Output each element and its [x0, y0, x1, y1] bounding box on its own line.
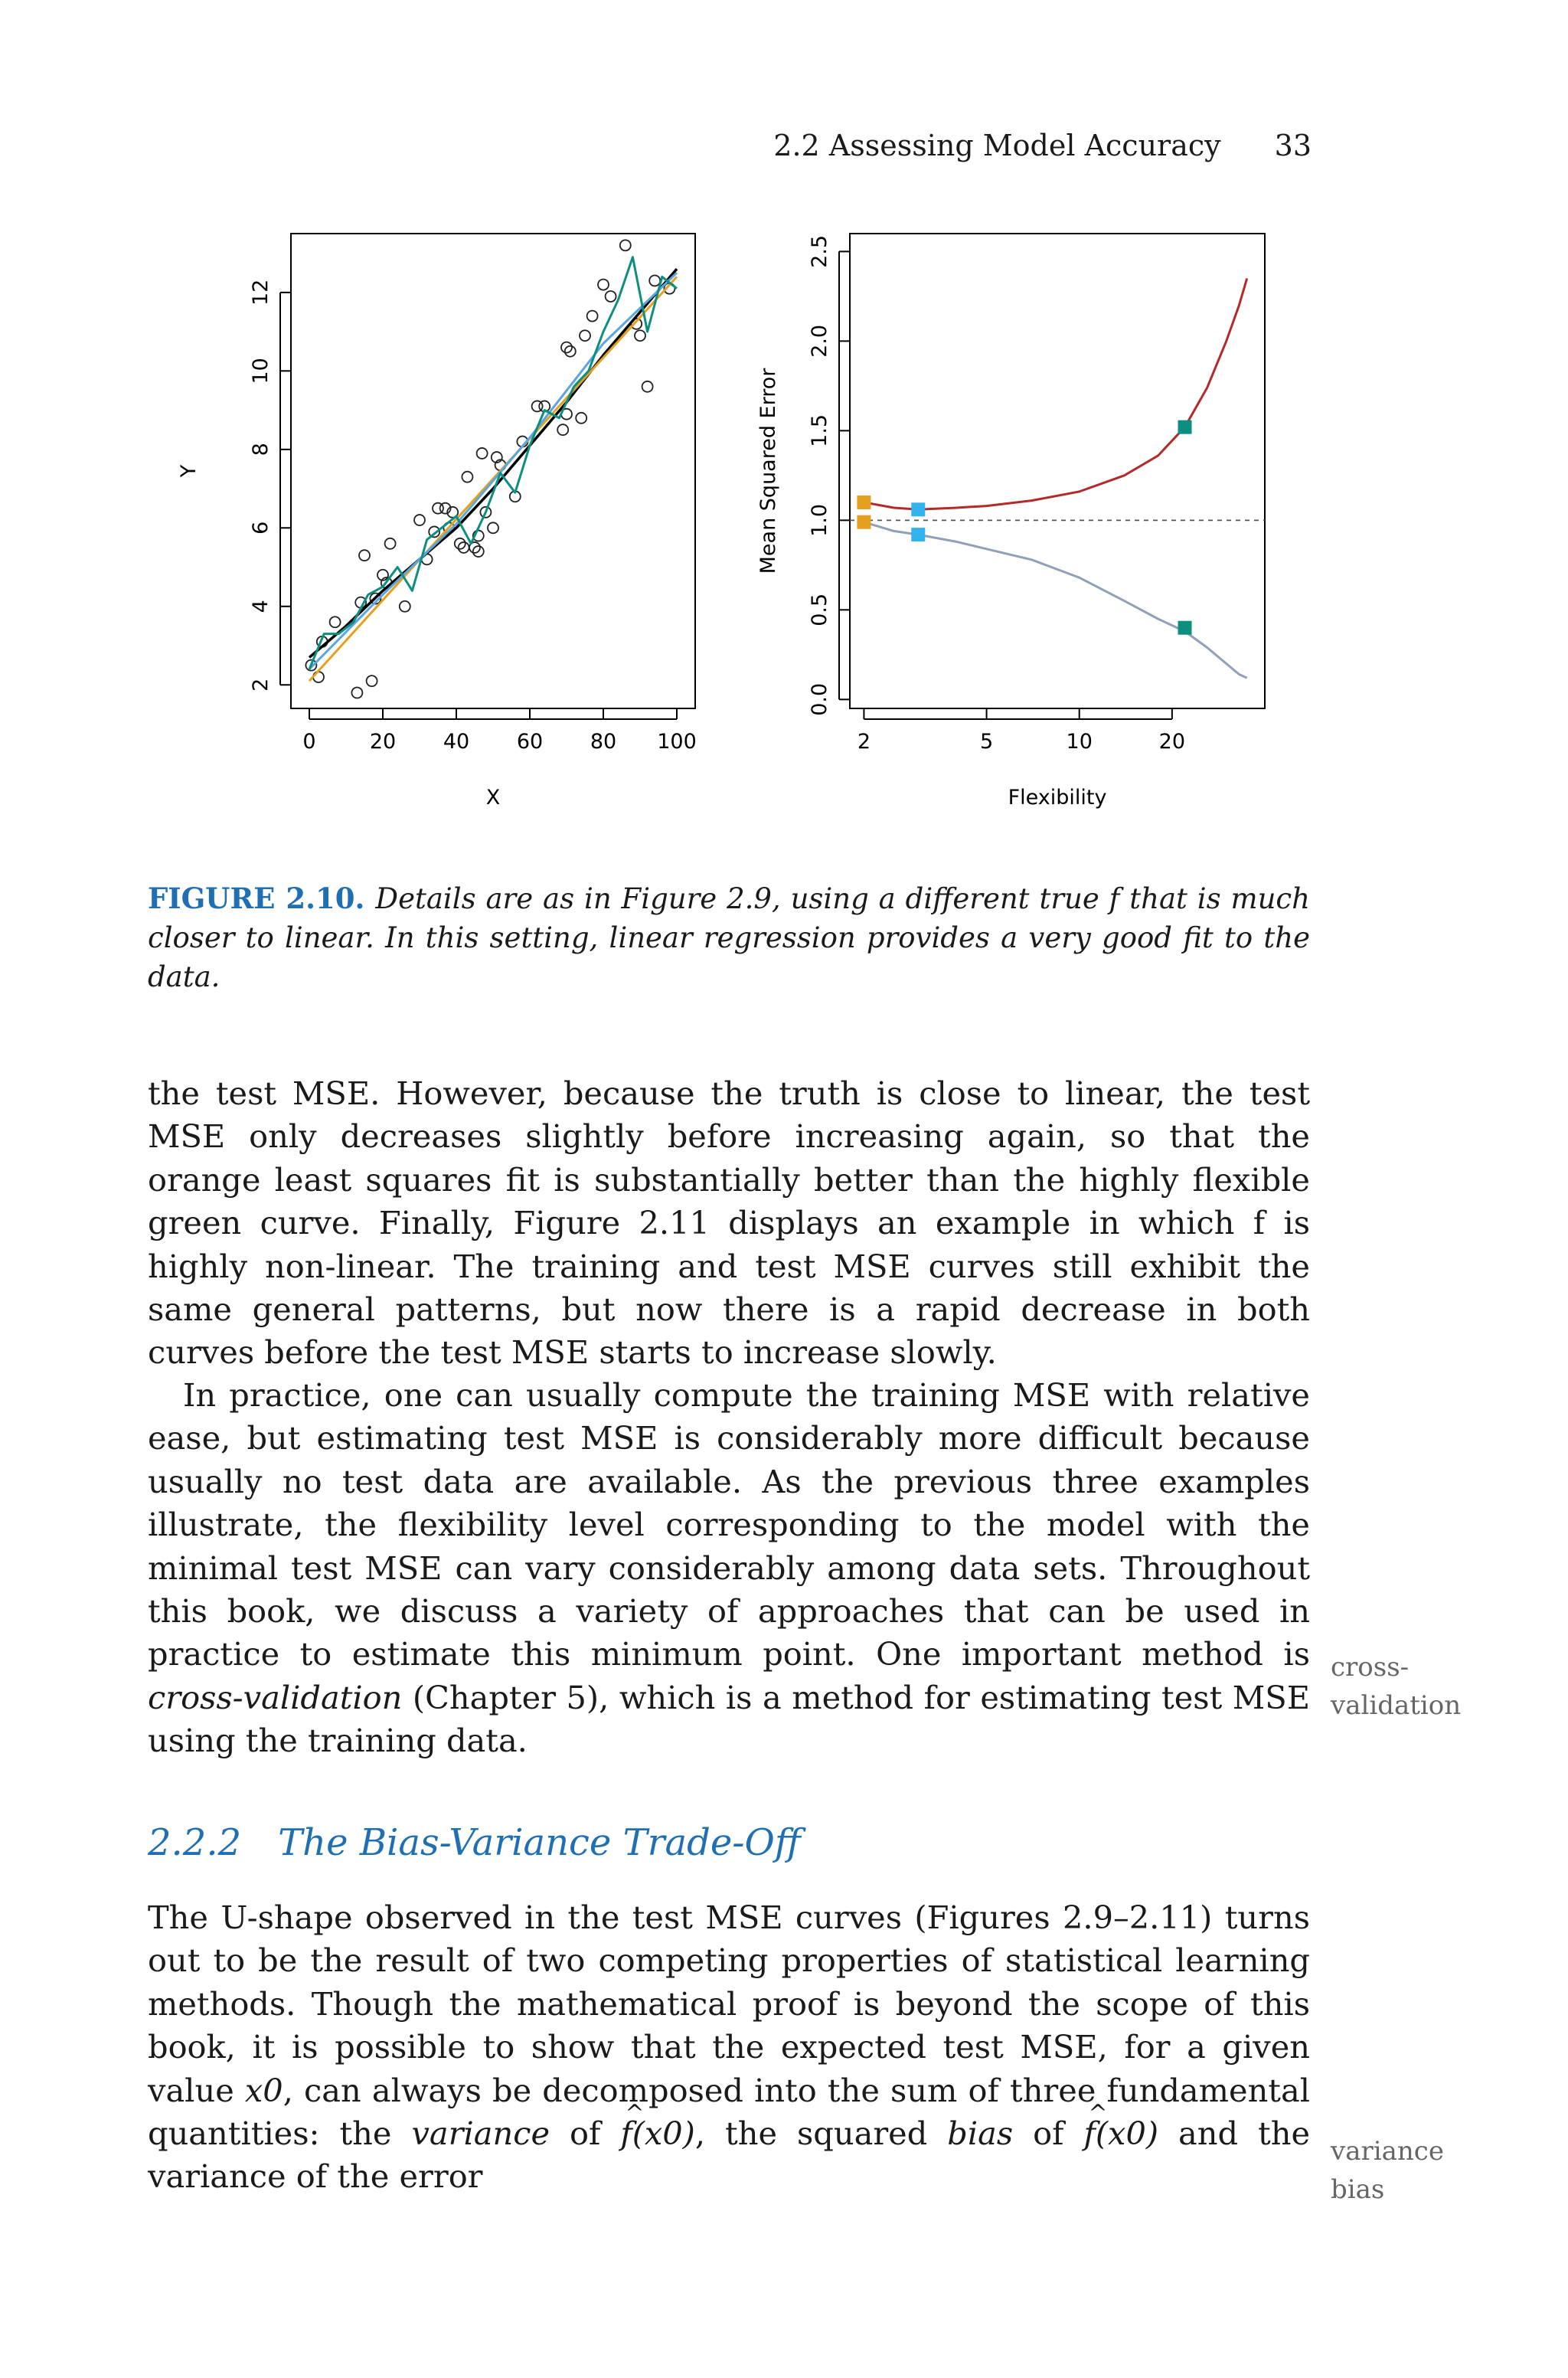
x-axis-label: X — [485, 786, 501, 810]
x-tick-label: 60 — [516, 730, 544, 754]
p3-math-fhat-2: ^ f(x0) — [1083, 2112, 1158, 2155]
y-tick-label: 2.0 — [808, 324, 831, 358]
data-point — [359, 550, 370, 561]
y-axis-label: Mean Squared Error — [756, 368, 780, 574]
p3-text-b: , can always be decomposed into the sum of three fundamental quantities: the — [148, 2071, 1310, 2153]
data-point — [462, 472, 472, 482]
page-number: 33 — [1274, 129, 1312, 162]
p3-math-fhat-1: ^ f(x0) — [620, 2112, 695, 2155]
y-tick-label: 2.5 — [808, 234, 831, 268]
p3-term-bias: bias — [947, 2115, 1014, 2153]
data-point — [557, 424, 568, 435]
running-header — [773, 129, 1312, 162]
y-tick-label: 0.5 — [808, 593, 831, 626]
scatter-plot-figure — [168, 222, 735, 827]
y-axis-label: Y — [177, 464, 201, 478]
y-tick-label: 1.0 — [808, 503, 831, 537]
p3-text-f: and the variance of the error — [148, 2115, 1311, 2196]
section-number: 2.2.2 — [148, 1821, 242, 1864]
data-point — [587, 311, 598, 322]
plot-frame — [291, 234, 695, 708]
p2-term-cross-validation: cross-validation — [148, 1678, 403, 1716]
figure-caption — [148, 879, 1310, 996]
x-tick-label: 5 — [979, 730, 994, 754]
caption-text: Details are as in Figure 2.9, using a different true f that is much closer to linear. In this setting, linear regression provides a very good fit to the data. — [148, 882, 1310, 993]
x-tick-label: 100 — [657, 730, 697, 754]
mse-plot-figure — [750, 222, 1302, 827]
x-tick-label: 20 — [1158, 730, 1186, 754]
header-section: 2.2 Assessing Model Accuracy — [773, 129, 1221, 162]
data-point — [414, 515, 425, 525]
y-tick-label: 2 — [249, 678, 273, 692]
margin-note-line: bias — [1331, 2174, 1385, 2205]
x-tick-label: 40 — [443, 730, 470, 754]
data-point — [635, 330, 645, 341]
margin-note-cross-validation — [1331, 1648, 1461, 1725]
margin-note-variance-bias — [1331, 2132, 1444, 2209]
data-point — [385, 538, 396, 549]
margin-note-line: variance — [1331, 2136, 1444, 2167]
p3-text-a: The U-shape observed in the test MSE curves (Figures 2.9–2.11) turns out to be the result of two competing properties of statistical learning methods. Though the mathematical proof is beyond the scope of this book, it is possible to show that the expected test MSE, for a given value — [148, 1899, 1310, 2109]
x-axis-label: Flexibility — [1008, 786, 1107, 810]
square-marker — [911, 502, 925, 516]
data-point — [330, 617, 341, 627]
square-marker — [857, 515, 871, 529]
y-tick-label: 0.0 — [808, 682, 831, 716]
square-marker — [1178, 621, 1192, 635]
x-tick-label: 2 — [857, 730, 871, 754]
series-line — [864, 522, 1246, 679]
p3-text-e: of — [1013, 2115, 1084, 2153]
square-marker — [1178, 420, 1192, 434]
paragraph-2 — [148, 1374, 1310, 1763]
data-point — [580, 330, 590, 341]
p3-text-d: , the squared — [694, 2115, 948, 2153]
x-tick-label: 20 — [369, 730, 397, 754]
y-tick-label: 4 — [249, 600, 273, 613]
series-line — [864, 279, 1246, 510]
square-marker — [857, 496, 871, 509]
data-point — [598, 280, 609, 290]
p2-text-b: (Chapter 5), which is a method for estimating test MSE using the training data. — [148, 1678, 1310, 1760]
data-point — [642, 381, 653, 392]
y-tick-label: 12 — [249, 279, 273, 306]
section-heading — [148, 1821, 801, 1864]
margin-note-line: cross- — [1331, 1652, 1410, 1683]
data-point — [649, 275, 660, 286]
y-tick-label: 8 — [249, 443, 273, 456]
data-point — [576, 413, 586, 424]
data-point — [400, 601, 410, 612]
paragraph-1: the test MSE. However, because the truth is close to linear, the test MSE only decreases slightly before increasing again, so that the orange least squares fit is substantially better than the highly flexible green curve. Finally, Figure 2.11 displays an example in which f is highly non-linear. The training and test MSE curves still exhibit the same general patterns, but now there is a rapid decrease in both curves before the test MSE starts to increase slowly. — [148, 1075, 1310, 1372]
paragraph-3 — [148, 1896, 1310, 2199]
data-point — [477, 448, 488, 459]
plot-frame — [850, 234, 1265, 708]
data-point — [488, 522, 498, 533]
data-point — [351, 688, 362, 698]
figure-label: FIGURE 2.10. — [148, 882, 365, 915]
data-point — [620, 240, 631, 250]
p3-text-c: of — [550, 2115, 621, 2153]
p2-text-a: In practice, one can usually compute the training MSE with relative ease, but estimating test MSE is considerably more difficult because usually no test data are available. As the previous three examples illustrate, the flexibility level corresponding to the model with the minimal test MSE can vary considerably among data sets. Throughout this book, we discuss a variety of approaches that can be used in practice to estimate this minimum point. One important method is — [148, 1376, 1310, 1673]
y-tick-label: 1.5 — [808, 414, 831, 447]
p3-term-variance: variance — [411, 2115, 550, 2153]
x-tick-label: 10 — [1066, 730, 1093, 754]
y-tick-label: 10 — [249, 358, 273, 384]
x-tick-label: 80 — [590, 730, 617, 754]
x-tick-label: 0 — [302, 730, 316, 754]
data-point — [606, 291, 616, 302]
p3-math-x0: x0 — [244, 2071, 283, 2109]
data-point — [367, 675, 377, 686]
square-marker — [911, 528, 925, 541]
series-line — [309, 276, 677, 681]
section-title: The Bias-Variance Trade-Off — [278, 1821, 801, 1864]
margin-note-line: validation — [1331, 1690, 1462, 1721]
y-tick-label: 6 — [249, 521, 273, 535]
